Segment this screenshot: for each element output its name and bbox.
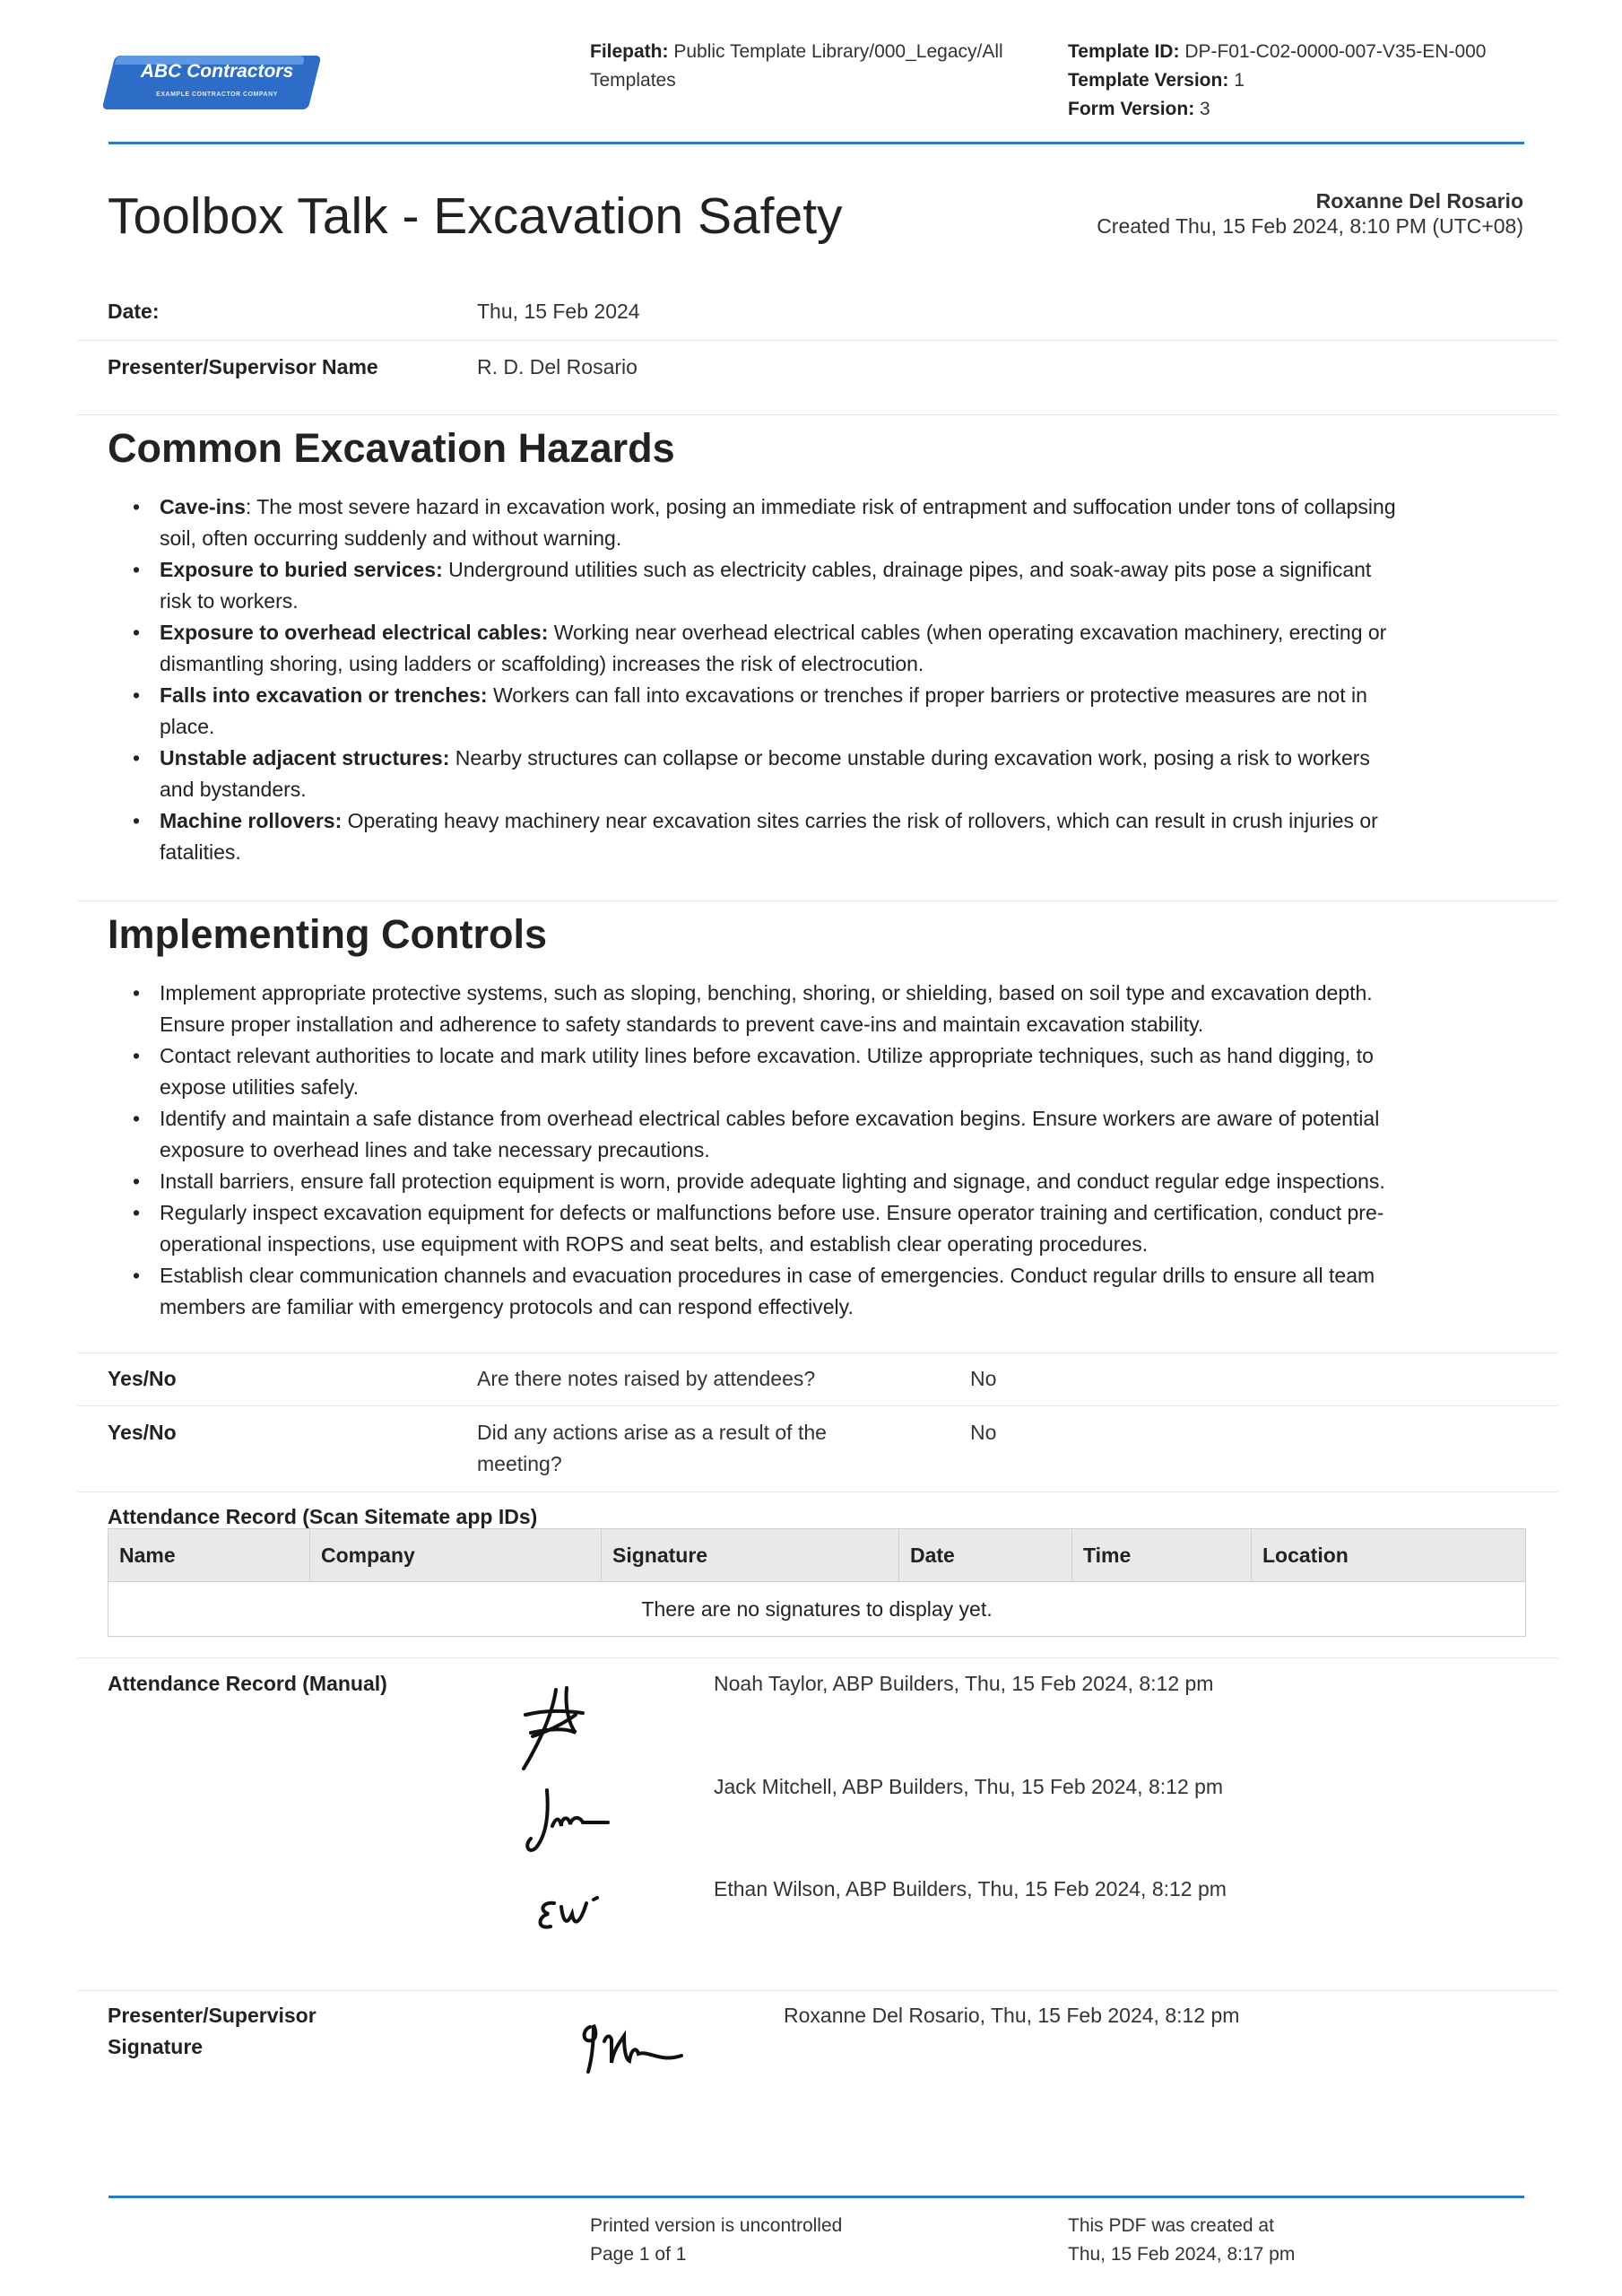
divider <box>77 1405 1558 1406</box>
presenter-value: R. D. Del Rosario <box>477 355 638 378</box>
control-text-cont: expose utilities safely. <box>160 1075 360 1099</box>
presenter-signature-label <box>108 2000 317 2063</box>
hazards-heading: Common Excavation Hazards <box>108 425 675 471</box>
hazard-text-cont: soil, often occurring suddenly and without warning. <box>160 526 622 550</box>
list-item <box>160 554 1531 617</box>
divider <box>77 1352 1558 1353</box>
question-text: Are there notes raised by attendees? <box>477 1367 816 1390</box>
footer-right <box>1068 2212 1295 2269</box>
attendee-entry: Jack Mitchell, ABP Builders, Thu, 15 Feb 2024, 8:12 pm <box>714 1775 1224 1798</box>
logo-tagline: EXAMPLE CONTRACTOR COMPANY <box>156 91 278 98</box>
column-header: Location <box>1252 1529 1526 1582</box>
uncontrolled-notice: Printed version is uncontrolled <box>590 2215 843 2236</box>
attendance-manual-heading: Attendance Record (Manual) <box>108 1672 387 1695</box>
control-text-cont: exposure to overhead lines and take necessary precautions. <box>160 1138 710 1161</box>
template-version-value: 1 <box>1234 70 1245 91</box>
hazard-term: Machine rollovers: <box>160 809 343 832</box>
hazard-text: Underground utilities such as electricity cables, drainage pipes, and soak-away pits pose a significant <box>442 558 1372 581</box>
presenter-label: Presenter/Supervisor Name <box>108 355 378 378</box>
filepath-block <box>590 38 1056 95</box>
controls-heading: Implementing Controls <box>108 911 548 957</box>
template-id-label: Template ID: <box>1068 41 1180 62</box>
hazard-text: Nearby structures can collapse or become unstable during excavation work, posing a risk to workers <box>449 746 1370 770</box>
form-version-value: 3 <box>1200 99 1210 119</box>
list-item <box>160 680 1531 743</box>
column-header: Time <box>1072 1529 1252 1582</box>
hazard-text-cont: dismantling shoring, using ladders or scaffolding) increases the risk of electrocution. <box>160 652 924 675</box>
hazard-text: Operating heavy machinery near excavation sites carries the risk of rollovers, which can result in crush injuries or <box>342 809 1378 832</box>
company-logo <box>108 56 315 113</box>
filepath-value: Public Template Library/000_Legacy/All <box>673 41 1003 62</box>
divider <box>77 1657 1558 1658</box>
presenter-signature-label-line: Presenter/Supervisor <box>108 2004 317 2027</box>
question-text-line: Did any actions arise as a result of the <box>477 1421 827 1444</box>
question-text-line: meeting? <box>477 1452 562 1475</box>
divider <box>77 900 1558 901</box>
table-header-row <box>108 1529 1526 1582</box>
date-label: Date: <box>108 300 160 323</box>
footer-divider <box>108 2196 1524 2198</box>
author-block <box>1097 188 1523 239</box>
control-text: Implement appropriate protective systems, such as sloping, benching, shoring, or shielding, based on soil type and excavation depth. <box>160 981 1373 1004</box>
question-type: Yes/No <box>108 1421 177 1444</box>
list-item <box>160 1166 1531 1197</box>
list-item <box>160 1260 1531 1323</box>
column-header: Company <box>310 1529 602 1582</box>
signature-image <box>531 1883 612 1946</box>
page-number: Page 1 of 1 <box>590 2244 687 2265</box>
question-text <box>477 1417 889 1480</box>
template-version-label: Template Version: <box>1068 70 1229 91</box>
page-title: Toolbox Talk - Excavation Safety <box>108 187 843 245</box>
hazard-term: Exposure to buried services: <box>160 558 443 581</box>
control-text-cont: operational inspections, use equipment with ROPS and seat belts, and establish clear operating procedures. <box>160 1232 1149 1256</box>
list-item <box>160 1040 1531 1103</box>
hazard-term: Exposure to overhead electrical cables: <box>160 621 549 644</box>
divider <box>77 414 1558 415</box>
column-header: Name <box>108 1529 310 1582</box>
hazard-term: Falls into excavation or trenches: <box>160 683 488 707</box>
template-id-value: DP-F01-C02-0000-007-V35-EN-000 <box>1184 41 1487 62</box>
list-item <box>160 1103 1531 1166</box>
list-item <box>160 491 1531 554</box>
created-timestamp: Created Thu, 15 Feb 2024, 8:10 PM (UTC+08) <box>1097 214 1523 238</box>
controls-list <box>160 978 1531 1323</box>
hazard-text-cont: place. <box>160 715 215 738</box>
hazard-text: : The most severe hazard in excavation work, posing an immediate risk of entrapment and suffocation under tons of collapsing <box>245 495 1396 518</box>
presenter-signature-text: Roxanne Del Rosario, Thu, 15 Feb 2024, 8:12 pm <box>784 2004 1240 2027</box>
attendee-entry: Ethan Wilson, ABP Builders, Thu, 15 Feb 2024, 8:12 pm <box>714 1877 1227 1900</box>
list-item <box>160 743 1531 805</box>
control-text: Identify and maintain a safe distance from overhead electrical cables before excavation begins. Ensure workers are aware of potential <box>160 1107 1380 1130</box>
hazards-list <box>160 491 1531 868</box>
hazard-term: Cave-ins <box>160 495 246 518</box>
table-row <box>108 1582 1526 1637</box>
question-answer: No <box>970 1421 997 1444</box>
attendee-entry: Noah Taylor, ABP Builders, Thu, 15 Feb 2024, 8:12 pm <box>714 1672 1214 1695</box>
control-text: Establish clear communication channels and evacuation procedures in case of emergencies. Conduct regular drills to ensure all team <box>160 1264 1375 1287</box>
list-item <box>160 978 1531 1040</box>
column-header: Signature <box>602 1529 899 1582</box>
hazard-text: Working near overhead electrical cables (when operating excavation machinery, erecting or <box>548 621 1387 644</box>
empty-message: There are no signatures to display yet. <box>108 1582 1526 1637</box>
question-type: Yes/No <box>108 1367 177 1390</box>
control-text-cont: Ensure proper installation and adherence to safety standards to prevent cave-ins and maintain excavation stability. <box>160 1013 1204 1036</box>
form-version-label: Form Version: <box>1068 99 1195 119</box>
pdf-created-value: Thu, 15 Feb 2024, 8:17 pm <box>1068 2244 1296 2265</box>
date-value: Thu, 15 Feb 2024 <box>477 300 640 323</box>
list-item <box>160 617 1531 680</box>
control-text: Contact relevant authorities to locate and mark utility lines before excavation. Utilize appropriate techniques, such as hand digging, to <box>160 1044 1374 1067</box>
hazard-text-cont: and bystanders. <box>160 778 307 801</box>
filepath-label: Filepath: <box>590 41 669 62</box>
hazard-text: Workers can fall into excavations or trenches if proper barriers or protective measures are not in <box>487 683 1367 707</box>
signature-image <box>574 2009 699 2081</box>
column-header: Date <box>899 1529 1072 1582</box>
footer-left <box>590 2212 842 2269</box>
control-text: Install barriers, ensure fall protection equipment is worn, provide adequate lighting and signage, and conduct regular edge inspections. <box>160 1170 1385 1193</box>
divider <box>77 340 1558 341</box>
logo-name: ABC Contractors <box>140 61 294 82</box>
filepath-value-cont: Templates <box>590 70 676 91</box>
template-meta <box>1068 38 1570 124</box>
control-text-cont: members are familiar with emergency protocols and can respond effectively. <box>160 1295 854 1318</box>
control-text: Regularly inspect excavation equipment for defects or malfunctions before use. Ensure operator training and certification, conduct pre- <box>160 1201 1384 1224</box>
divider <box>77 1990 1558 1991</box>
hazard-term: Unstable adjacent structures: <box>160 746 450 770</box>
list-item <box>160 805 1531 868</box>
author-name: Roxanne Del Rosario <box>1315 189 1523 213</box>
signature-image <box>520 1785 619 1866</box>
pdf-created-label: This PDF was created at <box>1068 2215 1274 2236</box>
header-divider <box>108 142 1524 144</box>
signature-image <box>513 1679 612 1778</box>
list-item <box>160 1197 1531 1260</box>
hazard-text-cont: fatalities. <box>160 840 241 864</box>
presenter-signature-label-line: Signature <box>108 2035 204 2058</box>
attendance-table <box>108 1528 1526 1637</box>
attendance-scan-heading: Attendance Record (Scan Sitemate app IDs) <box>108 1505 538 1528</box>
question-answer: No <box>970 1367 997 1390</box>
hazard-text-cont: risk to workers. <box>160 589 299 613</box>
